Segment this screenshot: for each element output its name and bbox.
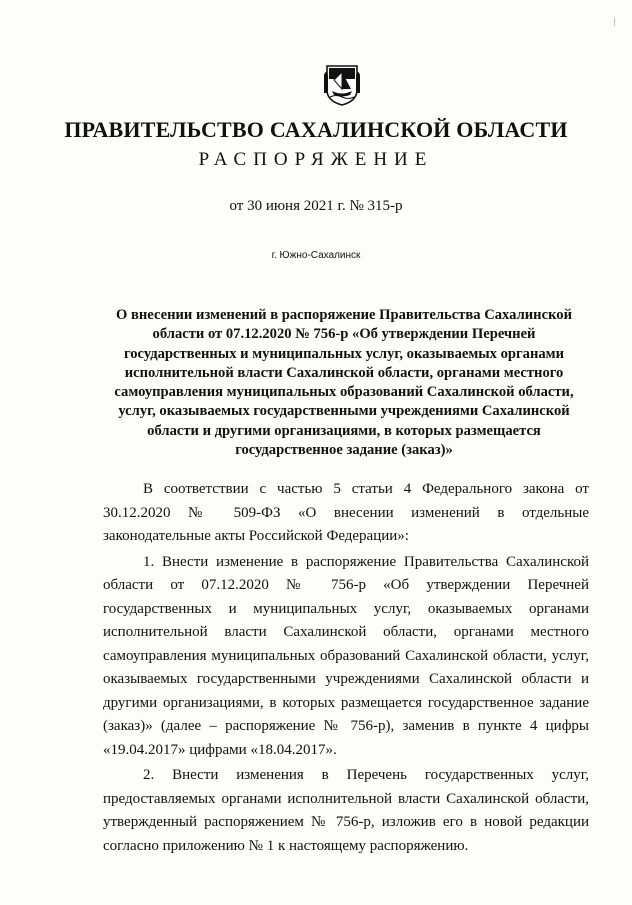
organization-name: ПРАВИТЕЛЬСТВО САХАЛИНСКОЙ ОБЛАСТИ <box>64 117 568 142</box>
document-city: г. Южно-Сахалинск <box>271 250 361 261</box>
document-body <box>103 478 589 858</box>
item-1-paragraph: 1. Внести изменение в распоряжение Правительства Сахалинской области от 07.12.2020 № 756-р «Об утверждении Перечней государственных и муниципальных услуг, оказываемых органами исполнительной власти Сахалинской области, органами местного самоуправления муниципальных образований Сахалинской области, услуг, оказываемых государственными учреждениями Сахалинской области и другими организациями, в которых размещается государственное задание (заказ)» (далее – распоряжение № 756-р), заменив в пункте 4 цифры «19.04.2017» цифрами «18.04.2017». <box>103 553 589 758</box>
preamble-paragraph: В соответствии с частью 5 статьи 4 Федерального закона от 30.12.2020 № 509-ФЗ «О внесении изменений в отдельные законодательные акты Российской Федерации»: <box>103 481 589 544</box>
scan-mark <box>614 18 615 26</box>
document-title: О внесении изменений в распоряжение Правительства Сахалинской области от 07.12.2020 № 756-р «Об утверждении Перечней государственных и муниципальных услуг, оказываемых органами исполнительной власти Сахалинской области, органами местного самоуправления муниципальных образований Сахалинской области, услуг, оказываемых государственными учреждениями Сахалинской области и другими организациями, в которых размещается государственное задание (заказ)» <box>114 307 574 459</box>
coat-of-arms-icon <box>324 63 360 107</box>
item-2-paragraph: 2. Внести изменения в Перечень государственных услуг, предоставляемых органами исполнительной власти Сахалинской области, утвержденный распоряжением № 756-р, изложив его в новой редакции согласно приложению № 1 к настоящему распоряжению. <box>103 767 589 854</box>
document-type: РАСПОРЯЖЕНИЕ <box>198 149 434 170</box>
document-date-number: от 30 июня 2021 г. № 315-р <box>229 198 403 214</box>
